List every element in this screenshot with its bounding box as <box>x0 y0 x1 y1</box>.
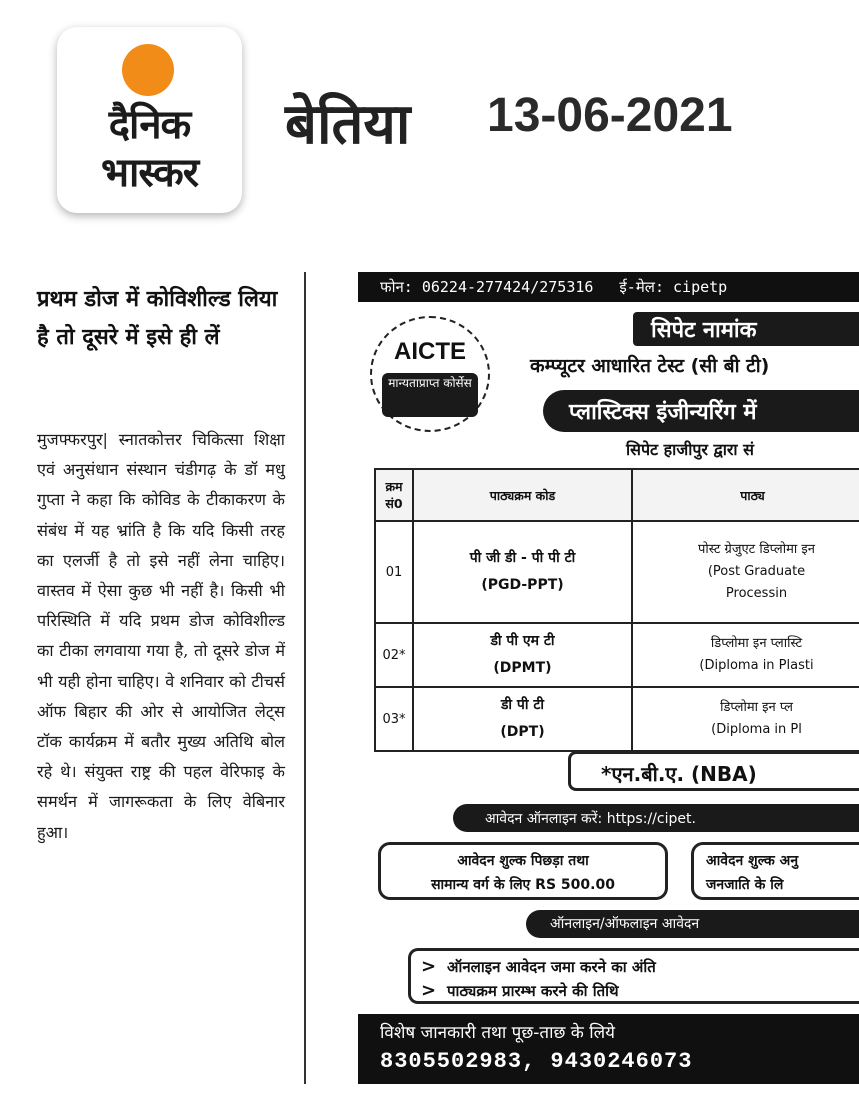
aicte-label: AICTE <box>394 338 466 365</box>
table-row <box>375 687 859 751</box>
edition-date: 13-06-2021 <box>487 89 733 142</box>
row-code: पी जी डी - पी पी टी (PGD-PPT) <box>413 521 632 623</box>
header-course-code: पाठ्यक्रम कोड <box>413 469 632 521</box>
cipet-advertisement <box>358 272 859 1084</box>
row-course: डिप्लोमा इन प्ल (Diploma in Pl <box>632 687 859 751</box>
logo-word-2: भास्कर <box>100 149 199 196</box>
application-mode-bar: ऑनलाइन/ऑफलाइन आवेदन <box>526 910 859 938</box>
ad-footer <box>358 1014 859 1084</box>
important-dates-box <box>408 948 859 1004</box>
header-serial: क्रम सं0 <box>375 469 413 521</box>
contact-numbers: 8305502983, 9430246073 <box>380 1049 693 1074</box>
row-course: पोस्ट ग्रेजुएट डिप्लोमा इन (Post Graduate Processin <box>632 521 859 623</box>
table-row <box>375 521 859 623</box>
fee-box-sc-st: आवेदन शुल्क अनु जनजाति के लि <box>691 842 859 900</box>
ad-contact-bar <box>358 272 859 302</box>
apply-online-bar: आवेदन ऑनलाइन करें: https://cipet. <box>453 804 859 832</box>
chevron-right-icon: > <box>421 980 437 1001</box>
table-header-row <box>375 469 859 521</box>
ad-subtitle-hajipur: सिपेट हाजीपुर द्वारा सं <box>626 440 754 459</box>
date-item: > पाठ्यक्रम प्रारम्भ करने की तिथि <box>421 980 619 1001</box>
row-serial: 01 <box>375 521 413 623</box>
row-serial: 03* <box>375 687 413 751</box>
ad-subtitle-cbt: कम्प्यूटर आधारित टेस्ट (सी बी टी) <box>530 355 770 377</box>
table-row <box>375 623 859 687</box>
row-course: डिप्लोमा इन प्लास्टि (Diploma in Plasti <box>632 623 859 687</box>
ad-title: सिपेट नामांक <box>633 312 859 346</box>
sun-icon <box>122 44 174 96</box>
contact-line: विशेष जानकारी तथा पूछ-ताछ के लिये <box>380 1023 616 1043</box>
article-body: मुजफ्फरपुर| स्नातकोत्तर चिकित्सा शिक्षा एवं अनुसंधान संस्थान चंडीगढ़ के डॉ मधु गुप्ता ने कहा कि कोविड के टीकाकरण के संबंध में यह भ्रांति है कि यदि किसी तरह का एलर्जी है तो इसे नहीं लेना चाहिए। वास्तव में ऐसा कुछ भी नहीं है। किसी भी परिस्थिति में यदि प्रथम डोज कोविशील्ड का टीका लगवाया गया है, तो दूसरे डोज में भी यही होना चाहिए। वे शनिवार को टीचर्स ऑफ बिहार की ओर से आयोजित लेट्स टॉक कार्यक्रम में बतौर मुख्य अतिथि बोल रहे थे। संयुक्त राष्ट्र की पहल वेरिफाइ के समर्थन में जागरूकता के लिए वेबिनार हुआ। <box>37 430 285 842</box>
edition-city: बेतिया <box>285 92 411 157</box>
logo-word-1: दैनिक <box>108 101 191 148</box>
row-serial: 02* <box>375 623 413 687</box>
course-table <box>374 468 859 752</box>
fee-box-general: आवेदन शुल्क पिछड़ा तथा सामान्य वर्ग के लिए RS 500.00 <box>378 842 668 900</box>
aicte-sub-label: मान्यताप्राप्त कोर्सेस <box>382 373 478 417</box>
ad-phone: फोन: 06224-277424/275316 <box>380 278 594 296</box>
column-divider <box>304 272 306 1084</box>
ad-email: ई-मेल: cipetp <box>619 278 728 296</box>
row-code: डी पी एम टी (DPMT) <box>413 623 632 687</box>
header-course: पाठ्य <box>632 469 859 521</box>
article-headline: प्रथम डोज में कोविशील्ड लिया है तो दूसरे में इसे ही लें <box>37 286 278 350</box>
aicte-badge <box>370 316 490 432</box>
nba-banner: *एन.बी.ए. (NBA) <box>568 751 859 791</box>
ad-subtitle-plastics: प्लास्टिक्स इंजीन्यरिंग में <box>543 390 859 432</box>
chevron-right-icon: > <box>421 956 437 977</box>
date-item: > ऑनलाइन आवेदन जमा करने का अंति <box>421 956 656 977</box>
row-code: डी पी टी (DPT) <box>413 687 632 751</box>
dainik-bhaskar-logo <box>57 27 242 213</box>
